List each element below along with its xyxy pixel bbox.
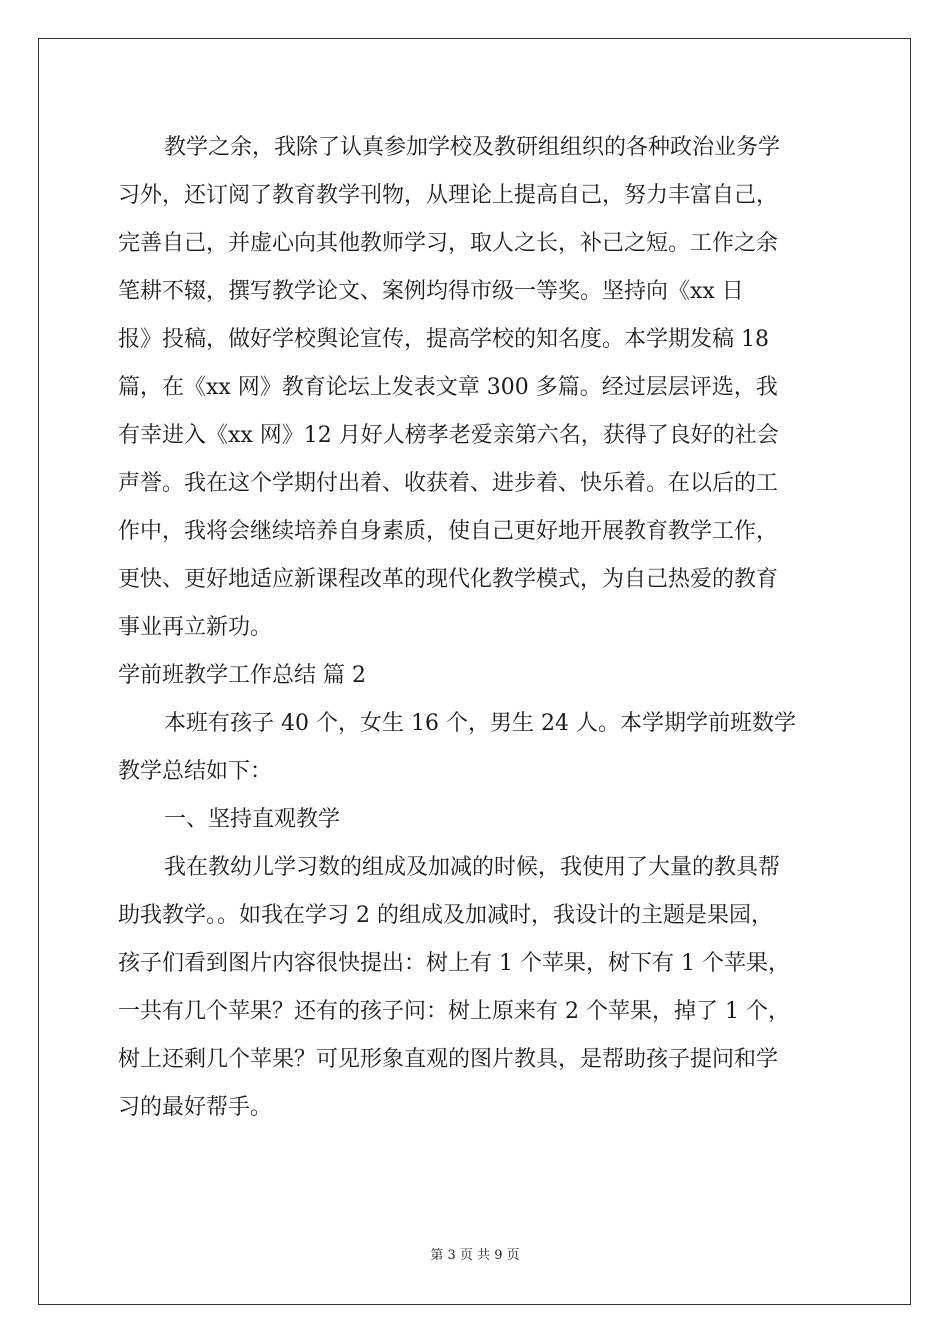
text-line: 更快、更好地适应新课程改革的现代化教学模式，为自己热爱的教育 [118,567,779,592]
document-body [118,124,836,1132]
text-line: 有幸进入《xx 网》12 月好人榜孝老爱亲第六名，获得了良好的社会 [118,423,779,448]
text-line: 笔耕不辍，撰写教学论文、案例均得市级一等奖。坚持向《xx 日 [118,279,744,304]
text-line: 一共有几个苹果？还有的孩子问：树上原来有 2 个苹果，掉了 1 个， [118,999,790,1024]
paragraph-2 [118,700,836,796]
text-line: 篇，在《xx 网》教育论坛上发表文章 300 多篇。经过层层评选，我 [118,375,778,400]
text-line: 孩子们看到图片内容很快提出：树上有 1 个苹果，树下有 1 个苹果， [118,951,790,976]
page-footer: 第 3 页 共 9 页 [430,1248,520,1263]
text-line: 报》投稿，做好学校舆论宣传，提高学校的知名度。本学期发稿 18 [118,327,769,352]
section-title: 学前班教学工作总结 篇 2 [118,663,366,688]
text-line: 教学总结如下： [118,759,273,784]
text-line: 作中，我将会继续培养自身素质，使自己更好地开展教育教学工作， [118,519,779,544]
paragraph-1 [118,124,836,652]
subheading: 一、坚持直观教学 [164,807,341,832]
text-line: 事业再立新功。 [118,615,273,640]
text-line: 声誉。我在这个学期付出着、收获着、进步着、快乐着。在以后的工 [118,471,779,496]
text-line: 树上还剩几个苹果？可见形象直观的图片教具，是帮助孩子提问和学 [118,1047,779,1072]
text-line: 习外，还订阅了教育教学刊物，从理论上提高自己，努力丰富自己， [118,183,779,208]
text-line: 教学之余，我除了认真参加学校及教研组组织的各种政治业务学 [164,135,781,160]
paragraph-3 [118,844,836,1132]
text-line: 习的最好帮手。 [118,1095,273,1120]
text-line: 完善自己，并虚心向其他教师学习，取人之长，补己之短。工作之余 [118,231,779,256]
text-line: 本班有孩子 40 个，女生 16 个，男生 24 人。本学期学前班数学 [164,711,796,736]
text-line: 我在教幼儿学习数的组成及加减的时候，我使用了大量的教具帮 [164,855,781,880]
text-line: 助我教学。。如我在学习 2 的组成及加减时，我设计的主题是果园， [118,903,773,928]
